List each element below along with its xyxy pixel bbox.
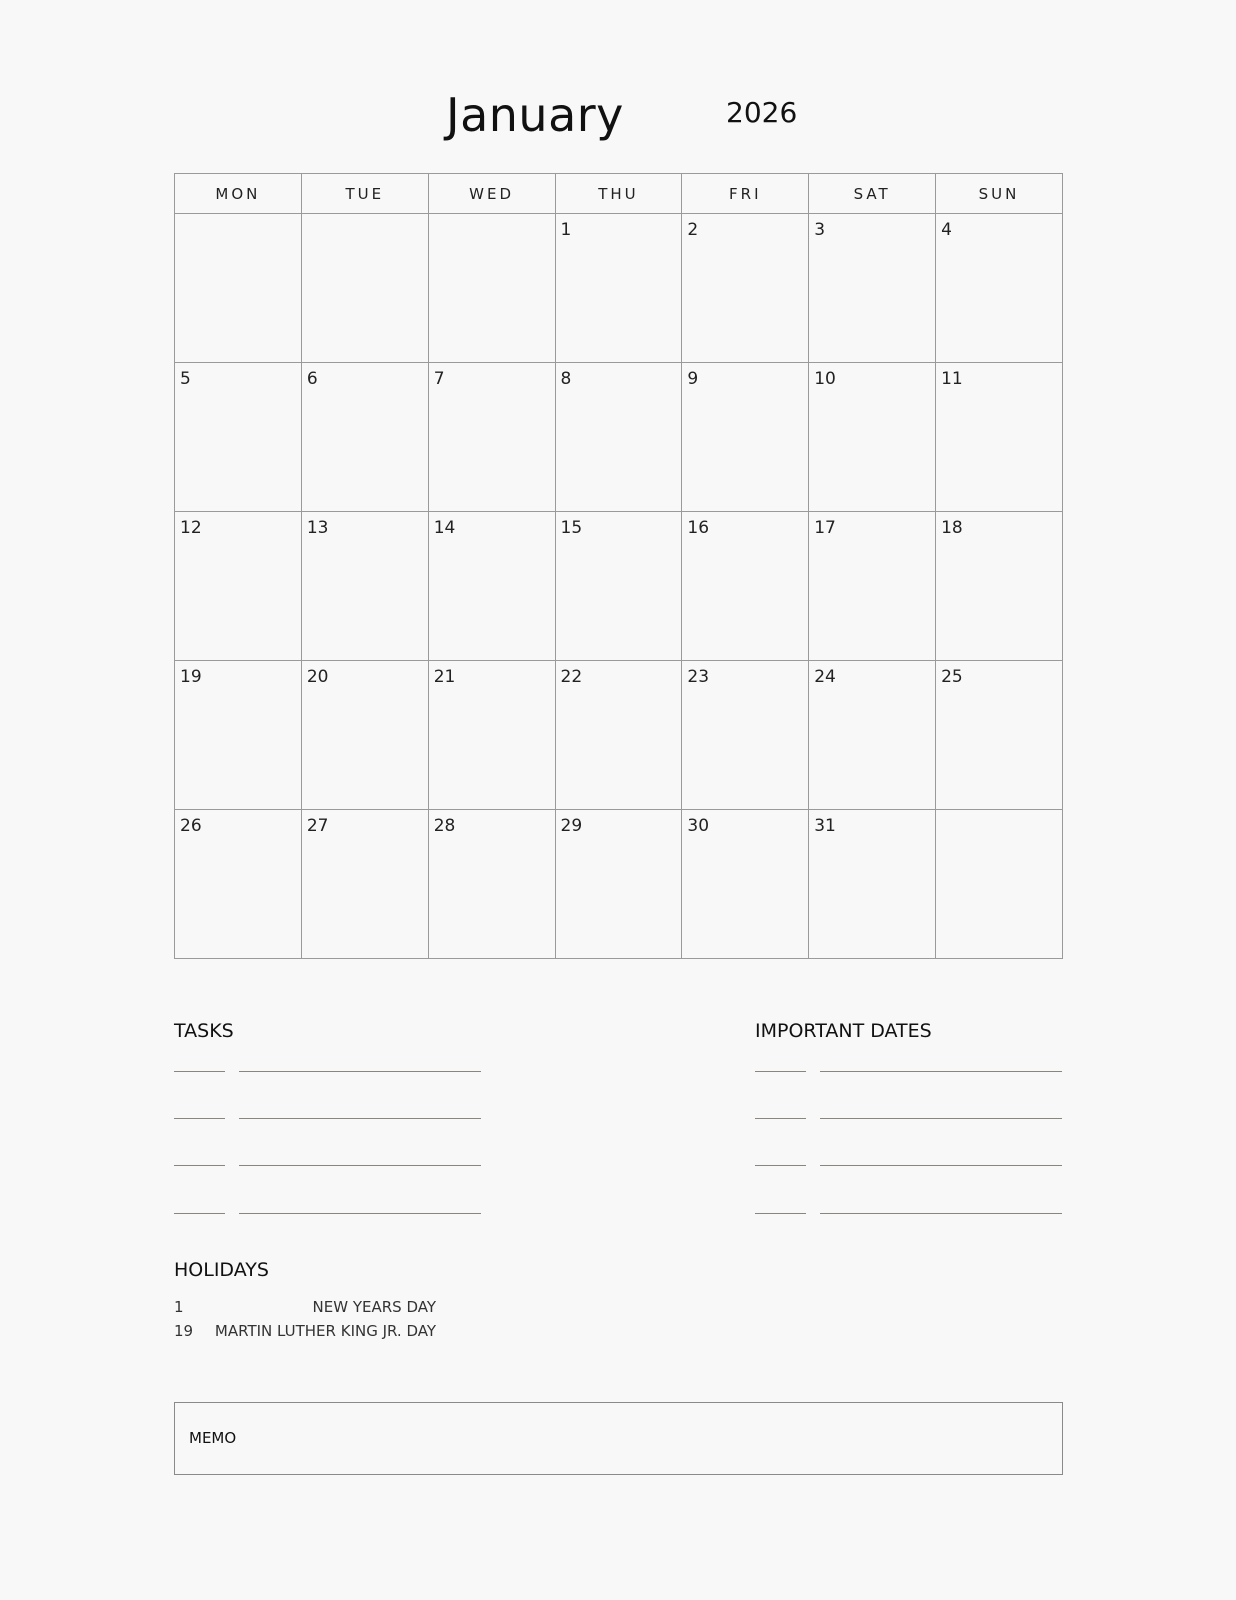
day-number: 5 (180, 369, 191, 389)
holidays-title: HOLIDAYS (174, 1259, 269, 1281)
task-date-line[interactable] (174, 1213, 225, 1214)
week-row (175, 214, 1063, 363)
important-dates-title: IMPORTANT DATES (755, 1020, 932, 1042)
day-cell[interactable] (301, 363, 428, 512)
day-number: 16 (687, 518, 710, 538)
day-cell[interactable] (301, 214, 428, 363)
day-cell[interactable] (682, 363, 809, 512)
day-number: 6 (306, 369, 318, 389)
holiday-name: MARTIN LUTHER KING JR. DAY (214, 1322, 436, 1340)
weekday-sun: SUN (936, 174, 1063, 214)
day-cell[interactable] (428, 363, 555, 512)
year-title: 2026 (726, 96, 798, 129)
day-cell[interactable] (555, 363, 682, 512)
week-row (175, 512, 1063, 661)
day-number: 30 (687, 816, 710, 836)
day-cell[interactable] (555, 214, 682, 363)
memo-label: MEMO (189, 1429, 237, 1447)
task-date-line[interactable] (174, 1118, 225, 1119)
day-number: 17 (814, 518, 836, 538)
weekday-sat: SAT (809, 174, 936, 214)
day-number: 27 (306, 816, 329, 836)
week-row (175, 363, 1063, 512)
day-cell[interactable] (809, 661, 936, 810)
day-number: 25 (941, 667, 963, 687)
day-cell[interactable] (809, 810, 936, 959)
day-cell[interactable] (555, 661, 682, 810)
day-cell[interactable] (682, 661, 809, 810)
day-cell[interactable] (936, 661, 1063, 810)
day-number: 7 (433, 369, 445, 389)
day-cell[interactable] (682, 810, 809, 959)
day-cell[interactable] (175, 363, 302, 512)
weekday-thu: THU (555, 174, 682, 214)
important-date-text-line[interactable] (820, 1118, 1062, 1119)
day-cell[interactable] (682, 512, 809, 661)
day-number: 2 (687, 220, 699, 240)
day-cell[interactable] (809, 214, 936, 363)
holiday-name: NEW YEARS DAY (312, 1298, 436, 1316)
calendar-grid (174, 173, 1063, 959)
day-number: 29 (560, 816, 583, 836)
day-number: 28 (433, 816, 456, 836)
day-cell[interactable] (809, 363, 936, 512)
day-number: 3 (814, 220, 826, 240)
task-date-line[interactable] (174, 1071, 225, 1072)
weekday-fri: FRI (682, 174, 809, 214)
day-number: 26 (180, 816, 202, 836)
important-date-day-line[interactable] (755, 1213, 806, 1214)
day-number: 1 (560, 220, 572, 240)
day-number: 20 (306, 667, 329, 687)
day-cell[interactable] (428, 214, 555, 363)
day-number (175, 214, 301, 220)
important-date-text-line[interactable] (820, 1071, 1062, 1072)
task-text-line[interactable] (239, 1165, 481, 1166)
day-cell[interactable] (301, 661, 428, 810)
day-number (302, 214, 428, 220)
day-number: 12 (180, 518, 202, 538)
important-date-day-line[interactable] (755, 1165, 806, 1166)
day-cell[interactable] (428, 661, 555, 810)
day-cell[interactable] (428, 810, 555, 959)
day-cell[interactable] (555, 512, 682, 661)
day-number (936, 810, 1062, 816)
task-text-line[interactable] (239, 1071, 481, 1072)
important-date-text-line[interactable] (820, 1213, 1062, 1214)
day-cell[interactable] (428, 512, 555, 661)
day-number: 8 (560, 369, 572, 389)
day-cell[interactable] (936, 512, 1063, 661)
day-cell[interactable] (936, 810, 1063, 959)
weekday-wed: WED (428, 174, 555, 214)
weekday-mon: MON (175, 174, 302, 214)
day-cell[interactable] (682, 214, 809, 363)
memo-box[interactable] (174, 1402, 1063, 1475)
day-number (429, 214, 555, 220)
day-number: 15 (560, 518, 583, 538)
day-cell[interactable] (301, 512, 428, 661)
day-cell[interactable] (555, 810, 682, 959)
task-text-line[interactable] (239, 1118, 481, 1119)
important-date-day-line[interactable] (755, 1071, 806, 1072)
tasks-title: TASKS (174, 1020, 234, 1042)
day-number: 18 (941, 518, 963, 538)
day-number: 14 (433, 518, 456, 538)
day-number: 13 (306, 518, 329, 538)
day-number: 23 (687, 667, 710, 687)
holiday-day: 19 (174, 1322, 194, 1340)
day-cell[interactable] (936, 214, 1063, 363)
day-number: 21 (433, 667, 456, 687)
week-row (175, 810, 1063, 959)
day-cell[interactable] (175, 214, 302, 363)
day-cell[interactable] (301, 810, 428, 959)
day-number: 24 (814, 667, 836, 687)
month-title: January (446, 88, 624, 142)
day-cell[interactable] (936, 363, 1063, 512)
day-number: 11 (941, 369, 963, 389)
day-number: 10 (814, 369, 836, 389)
day-number: 4 (941, 220, 952, 240)
important-date-day-line[interactable] (755, 1118, 806, 1119)
weekday-tue: TUE (301, 174, 428, 214)
day-number: 22 (560, 667, 583, 687)
day-cell[interactable] (175, 661, 302, 810)
important-date-text-line[interactable] (820, 1165, 1062, 1166)
day-number: 9 (687, 369, 699, 389)
day-number: 19 (180, 667, 202, 687)
holiday-day: 1 (174, 1298, 184, 1316)
week-row (175, 661, 1063, 810)
day-cell[interactable] (175, 512, 302, 661)
weekday-header-row (175, 174, 1063, 214)
day-cell[interactable] (175, 810, 302, 959)
day-cell[interactable] (809, 512, 936, 661)
task-date-line[interactable] (174, 1165, 225, 1166)
day-number: 31 (814, 816, 836, 836)
task-text-line[interactable] (239, 1213, 481, 1214)
